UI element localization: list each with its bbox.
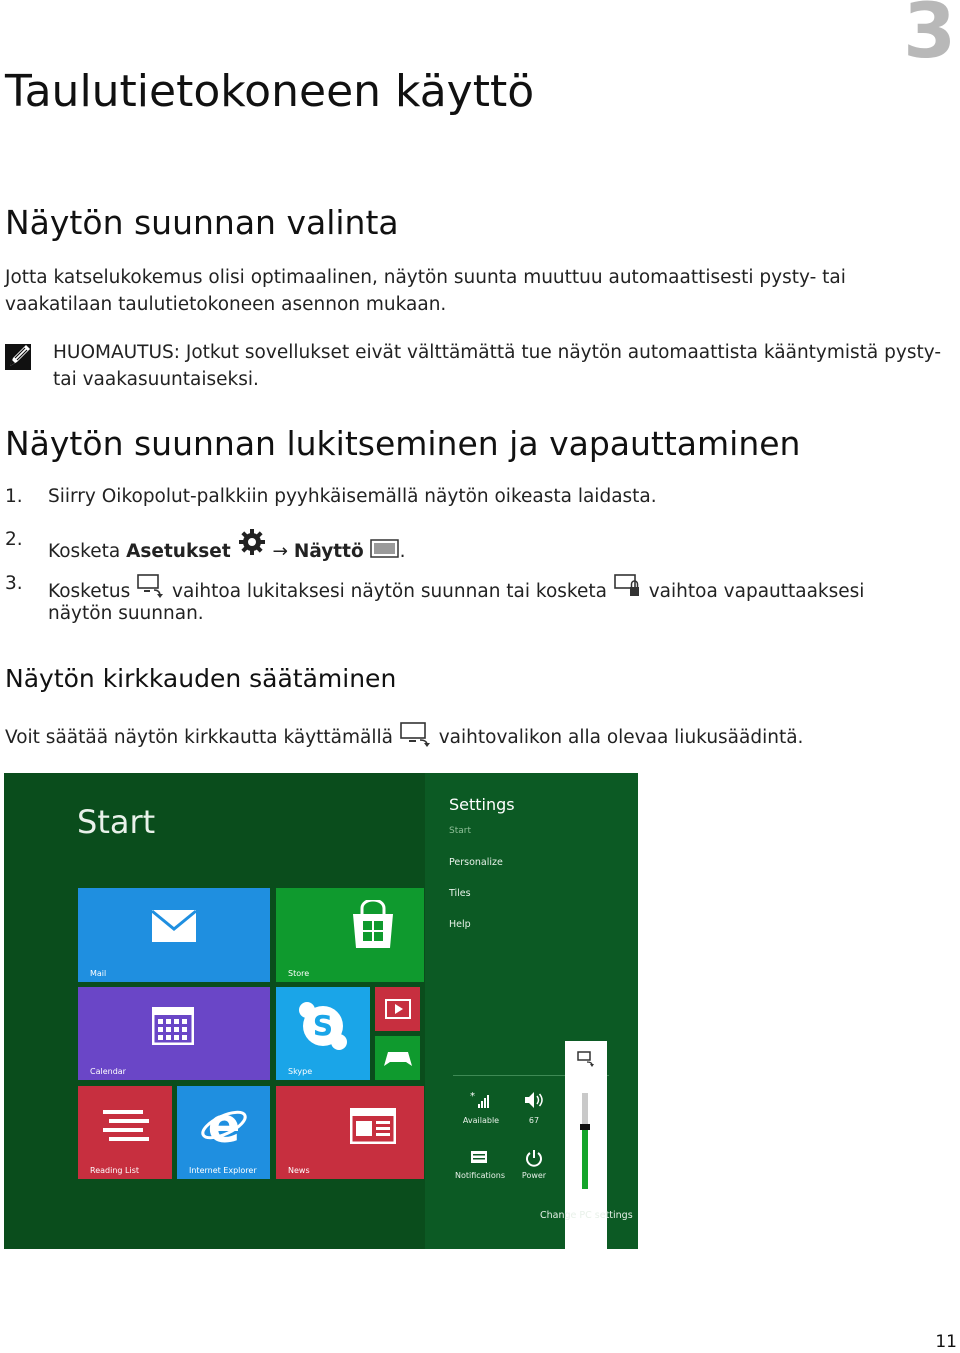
settings-label: Asetukset: [126, 541, 231, 562]
video-icon: [385, 999, 411, 1019]
chapter-number: 3: [903, 0, 956, 75]
tile-store[interactable]: [276, 888, 424, 982]
reading-list-icon: [103, 1110, 149, 1144]
mail-icon: [151, 909, 197, 943]
settings-item-tiles[interactable]: Tiles: [449, 888, 471, 899]
start-screen-title: Start: [77, 803, 156, 841]
step-text: [48, 529, 928, 563]
brightness-pre: Voit säätää näytön kirkkautta käyttämällä: [5, 727, 399, 748]
power-label: Power: [521, 1171, 547, 1180]
orientation-paragraph: Jotta katselukokemus olisi optimaalinen, näytön suunta muuttuu automaattisesti pysty- tai vaakatilaan taulutietokoneen asennon mukaan.: [5, 267, 846, 315]
display-toggle-icon[interactable]: [577, 1051, 595, 1067]
display-label: Näyttö: [293, 541, 364, 562]
tile-calendar[interactable]: [78, 987, 270, 1080]
rotation-locked-icon: [613, 573, 643, 599]
notifications-icon[interactable]: [470, 1150, 488, 1164]
tile-label: Internet Explorer: [189, 1166, 257, 1175]
step-number: 2.: [5, 529, 23, 550]
tile-news[interactable]: [276, 1086, 424, 1179]
step-mid: vaihtoa lukitaksesi näytön suunnan tai kosketa: [166, 581, 613, 602]
tile-label: Calendar: [90, 1067, 126, 1076]
note-text: Jotkut sovellukset eivät välttämättä tue näytön automaattista kääntymistä pysty- tai vaakasuuntaiseksi.: [53, 342, 942, 390]
arrow: →: [266, 541, 294, 562]
power-icon[interactable]: [525, 1149, 543, 1167]
notifications-label: Notifications: [454, 1171, 506, 1180]
step-text: Siirry Oikopolut-palkkiin pyyhkäisemällä näytön oikeasta laidasta.: [48, 486, 657, 507]
brightness-paragraph: [5, 721, 945, 751]
section-heading-orientation: Näytön suunnan valinta: [5, 203, 399, 242]
page-number: 11: [935, 1332, 957, 1352]
tile-label: Reading List: [90, 1166, 139, 1175]
brightness-post: vaihtovalikon alla olevaa liukusäädintä.: [432, 727, 804, 748]
tile-internet-explorer[interactable]: [177, 1086, 270, 1179]
gear-icon: [237, 529, 267, 559]
settings-item-help[interactable]: Help: [449, 919, 471, 930]
volume-label: 67: [528, 1116, 540, 1125]
section-heading-lock: Näytön suunnan lukitseminen ja vapauttaminen: [5, 424, 801, 463]
tile-mail[interactable]: [78, 888, 270, 982]
change-pc-settings-link[interactable]: Change PC settings: [540, 1210, 633, 1221]
display-toggle-icon: [399, 721, 433, 747]
news-icon: [350, 1108, 396, 1144]
tile-label: News: [288, 1166, 310, 1175]
tile-label: Store: [288, 969, 310, 978]
windows-screenshot: [4, 773, 638, 1249]
svg-text:*: *: [470, 1091, 475, 1102]
brightness-fill: [582, 1127, 588, 1189]
step-pre: Kosketus: [48, 581, 137, 602]
step-text: [48, 573, 928, 625]
rotation-unlocked-icon: [136, 573, 166, 599]
store-icon: [350, 900, 396, 950]
calendar-icon: [152, 1007, 194, 1045]
tile-games[interactable]: [375, 1036, 420, 1080]
tile-video[interactable]: [375, 987, 420, 1031]
network-label: Available: [462, 1116, 500, 1125]
game-controller-icon: [384, 1048, 412, 1068]
svg-text:e: e: [207, 1100, 241, 1150]
settings-pane: [425, 773, 638, 1249]
volume-icon[interactable]: [524, 1091, 544, 1109]
note-pencil-icon: [4, 341, 34, 371]
settings-subtitle: Start: [449, 826, 471, 836]
network-icon: [470, 1091, 490, 1109]
brightness-thumb[interactable]: [580, 1124, 590, 1130]
svg-text:S: S: [312, 1009, 334, 1042]
brightness-track[interactable]: [582, 1093, 588, 1189]
internet-explorer-icon: [199, 1100, 249, 1150]
tile-reading-list[interactable]: [78, 1086, 172, 1179]
step-post: .: [399, 541, 406, 562]
page-title: Taulutietokoneen käyttö: [5, 66, 535, 117]
step-pre: Kosketa: [48, 541, 127, 562]
tile-label: Skype: [288, 1067, 313, 1076]
step-post: vaihtoa vapauttaaksesi näytön suunnan.: [48, 581, 865, 624]
step-number: 1.: [5, 486, 23, 507]
display-icon: [370, 538, 400, 560]
tile-label: Mail: [90, 969, 107, 978]
settings-title: Settings: [449, 795, 515, 814]
tile-skype[interactable]: [276, 987, 370, 1080]
section-heading-brightness: Näytön kirkkauden säätäminen: [5, 664, 397, 693]
step-number: 3.: [5, 573, 23, 594]
skype-icon: [297, 1000, 349, 1052]
settings-item-personalize[interactable]: Personalize: [449, 857, 503, 868]
note: [53, 339, 953, 393]
note-label: HUOMAUTUS:: [53, 342, 180, 363]
